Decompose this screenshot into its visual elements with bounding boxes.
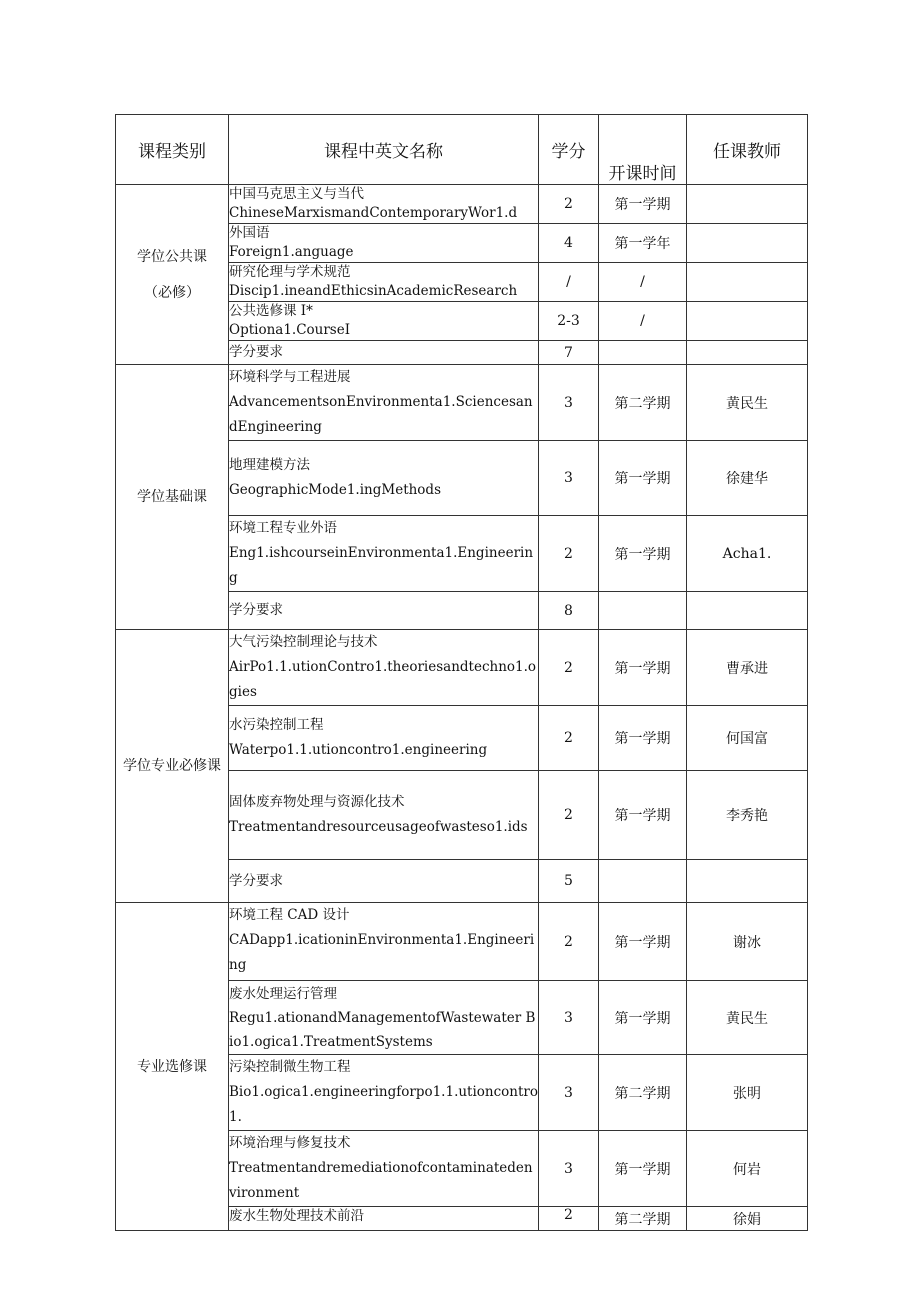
teacher-cell: 李秀艳	[687, 771, 808, 860]
teacher-cell: Acha1.	[687, 516, 808, 592]
term-cell: 第一学期	[599, 630, 687, 706]
course-name-en: Optiona1.CourseI	[229, 322, 351, 338]
term-cell: /	[599, 302, 687, 341]
teacher-cell	[687, 341, 808, 365]
header-credits: 学分	[539, 115, 599, 185]
credits-cell: 2	[539, 185, 599, 224]
teacher-cell	[687, 263, 808, 302]
course-name-cn: 污染控制微生物工程	[229, 1059, 351, 1075]
credits-cell: 5	[539, 860, 599, 903]
credits-cell: 2	[539, 516, 599, 592]
course-name-cell	[229, 365, 539, 441]
course-name-cn: 环境工程 CAD 设计	[229, 907, 350, 923]
course-table	[115, 114, 808, 1231]
term-cell: 第一学期	[599, 771, 687, 860]
teacher-cell	[687, 860, 808, 903]
teacher-cell: 张明	[687, 1055, 808, 1131]
term-cell: 第一学期	[599, 185, 687, 224]
credits-cell: 2	[539, 706, 599, 771]
term-cell: 第一学期	[599, 441, 687, 516]
credits-cell: 3	[539, 441, 599, 516]
course-name-cn: 环境治理与修复技术	[229, 1135, 351, 1151]
term-cell: 第一学期	[599, 706, 687, 771]
term-cell: 第一学期	[599, 516, 687, 592]
course-name-cn: 固体废弃物处理与资源化技术	[229, 794, 405, 810]
course-name-cell	[229, 1131, 539, 1207]
course-name-en: Waterpo1.1.utioncontro1.engineering	[229, 742, 488, 758]
course-name-cn: 环境工程专业外语	[229, 520, 337, 536]
header-category: 课程类别	[116, 115, 229, 185]
term-cell: /	[599, 263, 687, 302]
course-name-cell	[229, 516, 539, 592]
teacher-cell: 黄民生	[687, 365, 808, 441]
teacher-cell	[687, 224, 808, 263]
course-name-en: CADapp1.icationinEnvironmenta1.Engineering	[229, 932, 535, 973]
course-name-en: Discip1.ineandEthicsinAcademicResearch	[229, 283, 518, 299]
term-cell	[599, 341, 687, 365]
teacher-cell	[687, 592, 808, 630]
term-cell: 第二学期	[599, 1207, 687, 1231]
category-cell	[116, 365, 229, 630]
course-name-en: ChineseMarxismandContemporaryWor1.d	[229, 205, 518, 221]
term-cell: 第一学年	[599, 224, 687, 263]
header-teacher: 任课教师	[687, 115, 808, 185]
credits-cell: 2-3	[539, 302, 599, 341]
term-cell: 第一学期	[599, 1131, 687, 1207]
credit-requirement-label: 学分要求	[229, 592, 539, 630]
teacher-cell	[687, 185, 808, 224]
term-cell: 第一学期	[599, 903, 687, 981]
teacher-cell: 何岩	[687, 1131, 808, 1207]
header-row	[116, 115, 808, 185]
course-name-en: Foreign1.anguage	[229, 244, 354, 260]
term-cell	[599, 592, 687, 630]
course-name-cell	[229, 263, 539, 302]
credits-cell: 8	[539, 592, 599, 630]
course-name-cn: 水污染控制工程	[229, 717, 324, 733]
course-name-cn: 公共选修课 I*	[229, 303, 313, 319]
credits-cell: 2	[539, 630, 599, 706]
credits-cell: 3	[539, 981, 599, 1055]
category-label: 专业选修课	[137, 1058, 207, 1075]
course-name-cell	[229, 981, 539, 1055]
teacher-cell	[687, 302, 808, 341]
teacher-cell: 徐娟	[687, 1207, 808, 1231]
credit-requirement-label: 学分要求	[229, 860, 539, 903]
credits-cell: 3	[539, 365, 599, 441]
course-name-cell	[229, 302, 539, 341]
credits-cell: 7	[539, 341, 599, 365]
course-name-cell	[229, 771, 539, 860]
category-cell	[116, 903, 229, 1231]
course-name-cell	[229, 185, 539, 224]
course-name-cn: 废水处理运行管理	[229, 985, 337, 1002]
course-name-cell	[229, 1055, 539, 1131]
teacher-cell: 何国富	[687, 706, 808, 771]
course-name-en: Treatmentandremediationofcontaminatedenvironment	[229, 1160, 533, 1201]
credit-requirement-label: 学分要求	[229, 341, 539, 365]
table-row	[116, 630, 808, 706]
course-name-en: Bio1.ogica1.engineeringforpo1.1.utioncontro1.	[229, 1084, 539, 1125]
category-cell	[116, 185, 229, 365]
table-row	[116, 185, 808, 224]
course-name-cn: 废水生物处理技术前沿	[229, 1208, 364, 1224]
category-cell	[116, 630, 229, 903]
course-name-en: GeographicMode1.ingMethods	[229, 482, 442, 498]
course-name-cell	[229, 630, 539, 706]
course-name-en: Eng1.ishcourseinEnvironmenta1.Engineering	[229, 545, 534, 586]
credits-cell: 3	[539, 1055, 599, 1131]
header-course-name: 课程中英文名称	[229, 115, 539, 185]
credits-cell: 3	[539, 1131, 599, 1207]
table-row	[116, 365, 808, 441]
course-name-en: Treatmentandresourceusageofwasteso1.ids	[229, 819, 528, 835]
credits-cell: /	[539, 263, 599, 302]
category-label: 学位专业必修课	[123, 758, 221, 774]
course-name-cn: 地理建模方法	[229, 457, 310, 473]
teacher-cell: 徐建华	[687, 441, 808, 516]
course-name-cn: 大气污染控制理论与技术	[229, 634, 378, 650]
credits-cell: 2	[539, 771, 599, 860]
teacher-cell: 曹承进	[687, 630, 808, 706]
course-name-cn: 环境科学与工程进展	[229, 369, 351, 385]
credits-cell: 2	[539, 1207, 599, 1231]
term-cell: 第二学期	[599, 365, 687, 441]
credits-cell: 4	[539, 224, 599, 263]
course-name-cell	[229, 224, 539, 263]
course-name-cell	[229, 1207, 539, 1231]
teacher-cell: 谢冰	[687, 903, 808, 981]
category-label: 学位公共课	[137, 248, 207, 265]
course-name-en: AirPo1.1.utionContro1.theoriesandtechno1.ogies	[229, 659, 537, 700]
course-name-cell	[229, 706, 539, 771]
course-name-cell	[229, 903, 539, 981]
term-cell: 第二学期	[599, 1055, 687, 1131]
teacher-cell: 黄民生	[687, 981, 808, 1055]
course-name-cn: 中国马克思主义与当代	[229, 186, 364, 202]
header-term: 开课时间	[599, 115, 687, 185]
term-cell: 第一学期	[599, 981, 687, 1055]
term-cell	[599, 860, 687, 903]
category-label: 学位基础课	[137, 489, 207, 505]
course-name-cn: 外国语	[229, 225, 270, 241]
course-name-en: Regu1.ationandManagementofWastewater Bio1.ogica1.TreatmentSystems	[229, 1009, 536, 1050]
course-name-cn: 研究伦理与学术规范	[229, 264, 351, 280]
course-name-cell	[229, 441, 539, 516]
credits-cell: 2	[539, 903, 599, 981]
table-row	[116, 903, 808, 981]
course-name-en: AdvancementsonEnvironmenta1.SciencesandEngineering	[229, 394, 533, 435]
category-sublabel: （必修）	[144, 284, 200, 301]
